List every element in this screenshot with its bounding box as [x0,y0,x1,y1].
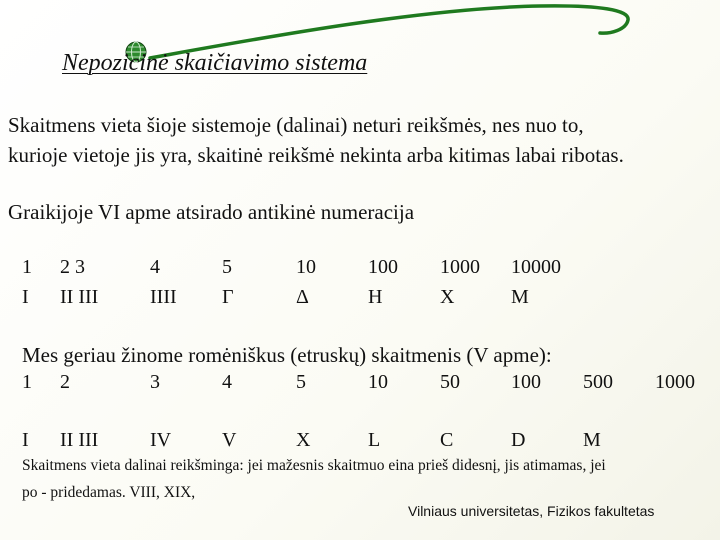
greek-symbol: IIII [150,286,177,308]
roman-symbol: IV [150,429,172,451]
note-line-1: Skaitmens vieta dalinai reikšminga: jei mažesnis skaitmuo eina prieš didesnį, jis atimamas, jei [22,457,606,474]
greek-symbol: I [22,286,29,308]
roman-value: 10 [368,371,388,393]
greek-heading: Graikijoje VI apme atsirado antikinė numeracija [8,200,415,224]
intro-line-2: kurioje vietoje jis yra, skaitinė reikšmė nekinta arba kitimas labai ribotas. [8,143,624,167]
greek-value: 10 [296,256,316,278]
credit-footer: Vilniaus universitetas, Fizikos fakultetas [408,503,655,519]
greek-symbol: II III [60,286,99,308]
note-line-2: po - pridedamas. VIII, XIX, [22,484,196,501]
roman-value: 1 [22,371,32,393]
roman-symbol: M [583,429,601,451]
greek-value: 1 [22,256,32,278]
greek-value: 100 [368,256,398,278]
roman-value: 4 [222,371,232,393]
roman-symbol: V [222,429,237,451]
greek-symbol: Χ [440,286,455,308]
greek-value: 2 3 [60,256,85,278]
roman-symbol: II III [60,429,99,451]
page-title: Nepozicinė skaičiavimo sistema [62,50,368,76]
intro-line-1: Skaitmens vieta šioje sistemoje (dalinai) neturi reikšmės, nes nuo to, [8,113,584,137]
greek-value: 10000 [511,256,561,278]
roman-value: 100 [511,371,541,393]
roman-heading: Mes geriau žinome romėniškus (etruskų) skaitmenis (V apme): [22,343,552,367]
greek-value: 5 [222,256,232,278]
roman-value: 1000 [655,371,695,393]
roman-value: 500 [583,371,613,393]
roman-value: 2 [60,371,70,393]
roman-symbol: X [296,429,311,451]
roman-symbol: I [22,429,29,451]
greek-symbol: Δ [296,286,309,308]
greek-symbol: Η [368,286,383,308]
greek-value: 4 [150,256,160,278]
roman-value: 5 [296,371,306,393]
roman-symbol: L [368,429,381,451]
greek-symbol: Μ [511,286,529,308]
roman-value: 3 [150,371,160,393]
roman-symbol: C [440,429,454,451]
greek-value: 1000 [440,256,480,278]
roman-symbol: D [511,429,526,451]
roman-value: 50 [440,371,460,393]
greek-symbol: Γ [222,286,234,308]
